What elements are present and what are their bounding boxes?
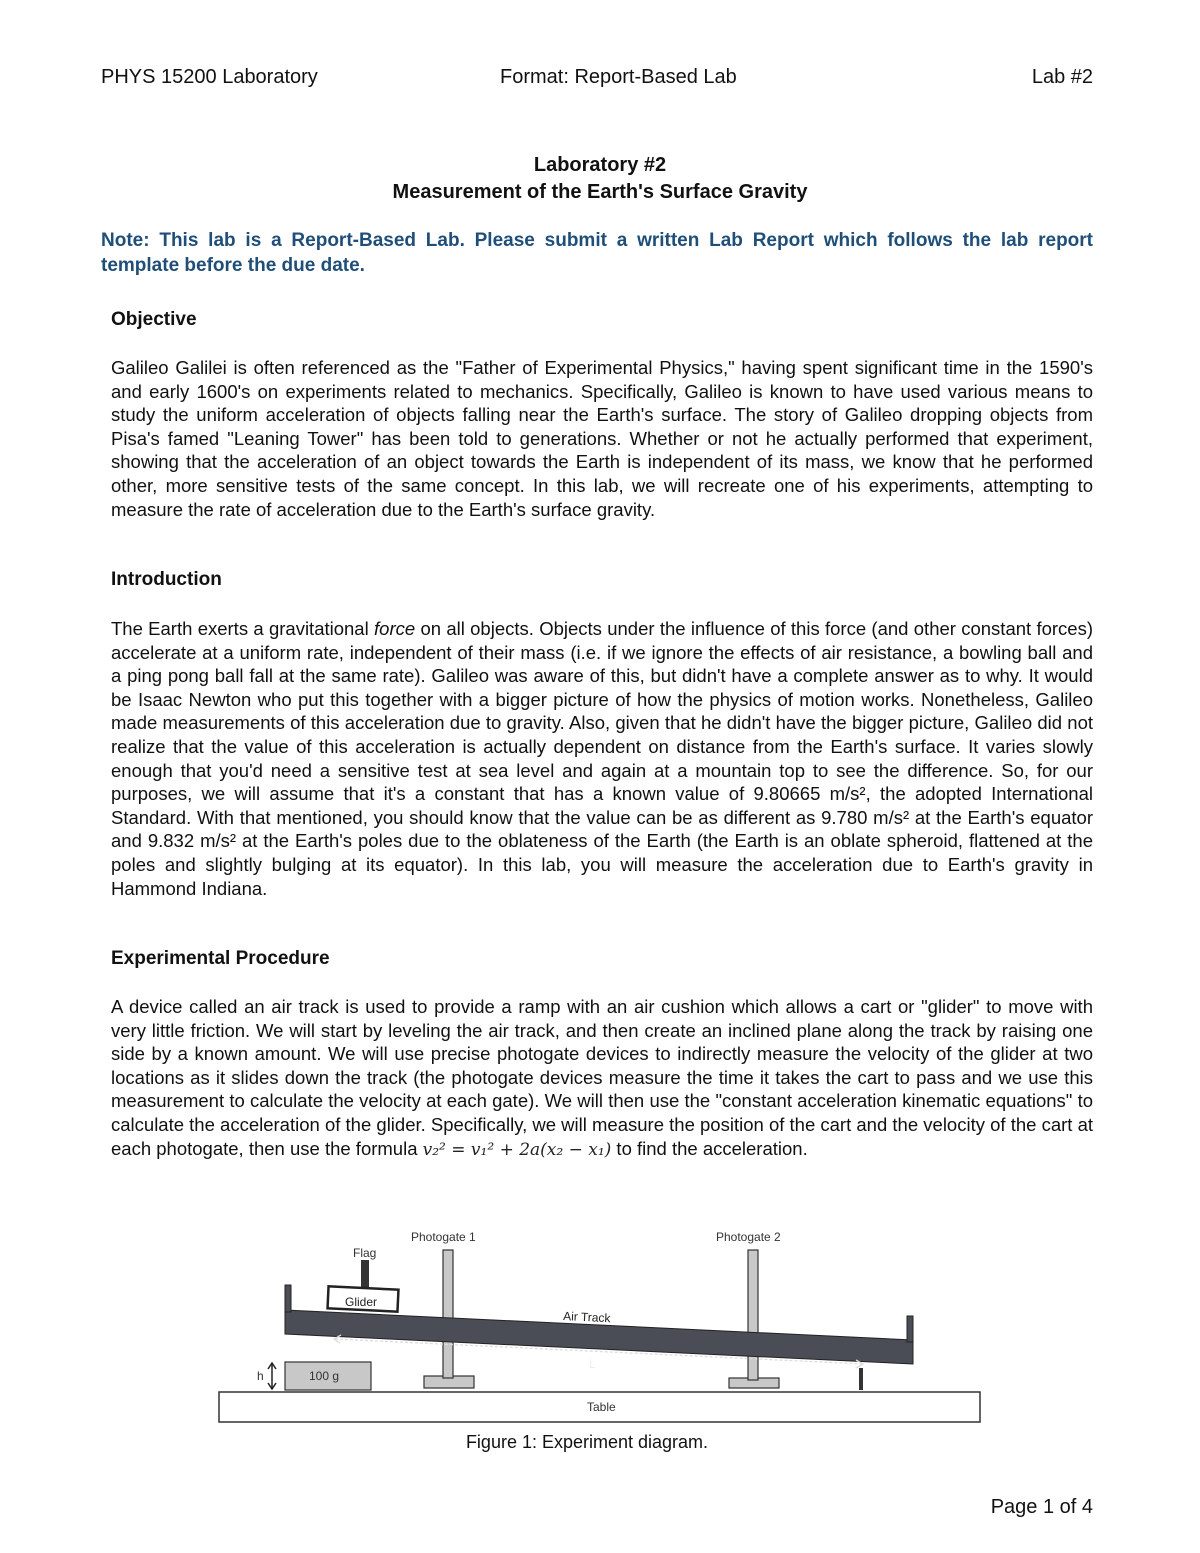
left-stop [285,1285,291,1312]
header-format: Format: Report-Based Lab [500,66,737,88]
page-number: Page 1 of 4 [990,1496,1093,1518]
height-label: h [257,1369,264,1383]
procedure-paragraph [111,995,1093,1162]
intro-text-start: The Earth exerts a gravitational [111,618,375,639]
report-note: Note: This lab is a Report-Based Lab. Please submit a written Lab Report which follows the lab report template before the due date. [101,230,1093,276]
photogate2-post [748,1250,758,1380]
photogate2-label: Photogate 2 [716,1230,781,1244]
lab-title: Laboratory #2 [533,154,667,176]
procedure-text-end: to find the acceleration. [611,1137,808,1159]
introduction-paragraph [111,617,1093,900]
procedure-heading: Experimental Procedure [111,948,330,969]
figure-caption: Figure 1: Experiment diagram. [465,1432,709,1452]
header-lab-number: Lab #2 [1031,66,1093,88]
length-label: L [589,1357,596,1371]
photogate1-post [443,1250,453,1378]
kinematic-formula: v₂² = v₁² + 2a(x₂ − x₁) [422,1139,612,1160]
procedure-text-start: A device called an air track is used to provide a ramp with an air cushion which allows a cart or "glider" to move with very little friction. We will start by leveling the air track, and then create an inclined plane along the track by raising one side by a known amount. We will use precise photogate devices to indirectly measure the velocity of the glider at two locations as it slides down the track (the photogate devices measure the time it takes the cart to pass and we use this measurement to calculate the velocity at each gate). We will then use the "constant acceleration kinematic equations" to calculate the acceleration of the glider. Specifically, we will measure the position of the cart and the velocity of the cart at each photogate, then use the formula [111,996,1093,1159]
mass-label: 100 g [309,1369,340,1383]
objective-heading: Objective [111,309,197,330]
experiment-diagram [215,1222,990,1432]
photogate1-label: Photogate 1 [411,1230,476,1244]
introduction-heading: Introduction [111,569,222,590]
glider-label: Glider [345,1295,378,1309]
intro-text-rest: on all objects. Objects under the influence of this force (and other constant forces) accelerate at a uniform rate, independent of their mass (i.e. if we ignore the effects of air resistance, a bowling ball and a ping pong ball fall at the same rate). Galileo was aware of this, but didn't have a complete answer as to why. It would be Isaac Newton who put this together with a bigger picture of how the physics of motion works. Nonetheless, Galileo made measurements of this acceleration due to gravity. Also, given that he didn't have the bigger picture, Galileo did not realize that the value of this acceleration is actually dependent on distance from the Earth's surface. It varies slowly enough that you'd need a sensitive test at sea level and again at a mountain top to see the difference. So, for our purposes, we will assume that it's a constant that has a known value of 9.80665 m/s², the adopted International Standard. With that mentioned, you should know that the value can be as different as 9.780 m/s² at the Earth's equator and 9.832 m/s² at the Earth's poles due to the oblateness of the Earth (the Earth is an oblate spheroid, flattened at the poles and slightly bulging at its equator). In this lab, you will measure the acceleration due to Earth's gravity in Hammond Indiana. [111,618,1093,899]
right-support [859,1368,863,1390]
lab-subtitle: Measurement of the Earth's Surface Gravity [392,181,808,203]
objective-paragraph: Galileo Galilei is often referenced as the "Father of Experimental Physics," having spent significant time in the 1590's and early 1600's on experiments related to mechanics. Specifically, Galileo is known to have used various means to study the uniform acceleration of objects falling near the Earth's surface. The story of Galileo dropping objects from Pisa's famed "Leaning Tower" has been told to generations. Whether or not he actually performed that experiment, showing that the acceleration of an object towards the Earth is independent of its mass, we know that he performed other, more sensitive tests of the same concept. In this lab, we will recreate one of his experiments, attempting to measure the rate of acceleration due to the Earth's surface gravity. [111,357,1093,520]
flag-label: Flag [353,1246,377,1260]
header-course: PHYS 15200 Laboratory [101,66,318,88]
force-emphasis: force [374,618,416,639]
glider-flag [361,1260,369,1290]
air-track-label: Air Track [562,1309,611,1326]
right-stop [907,1316,913,1342]
table-label: Table [587,1400,616,1414]
